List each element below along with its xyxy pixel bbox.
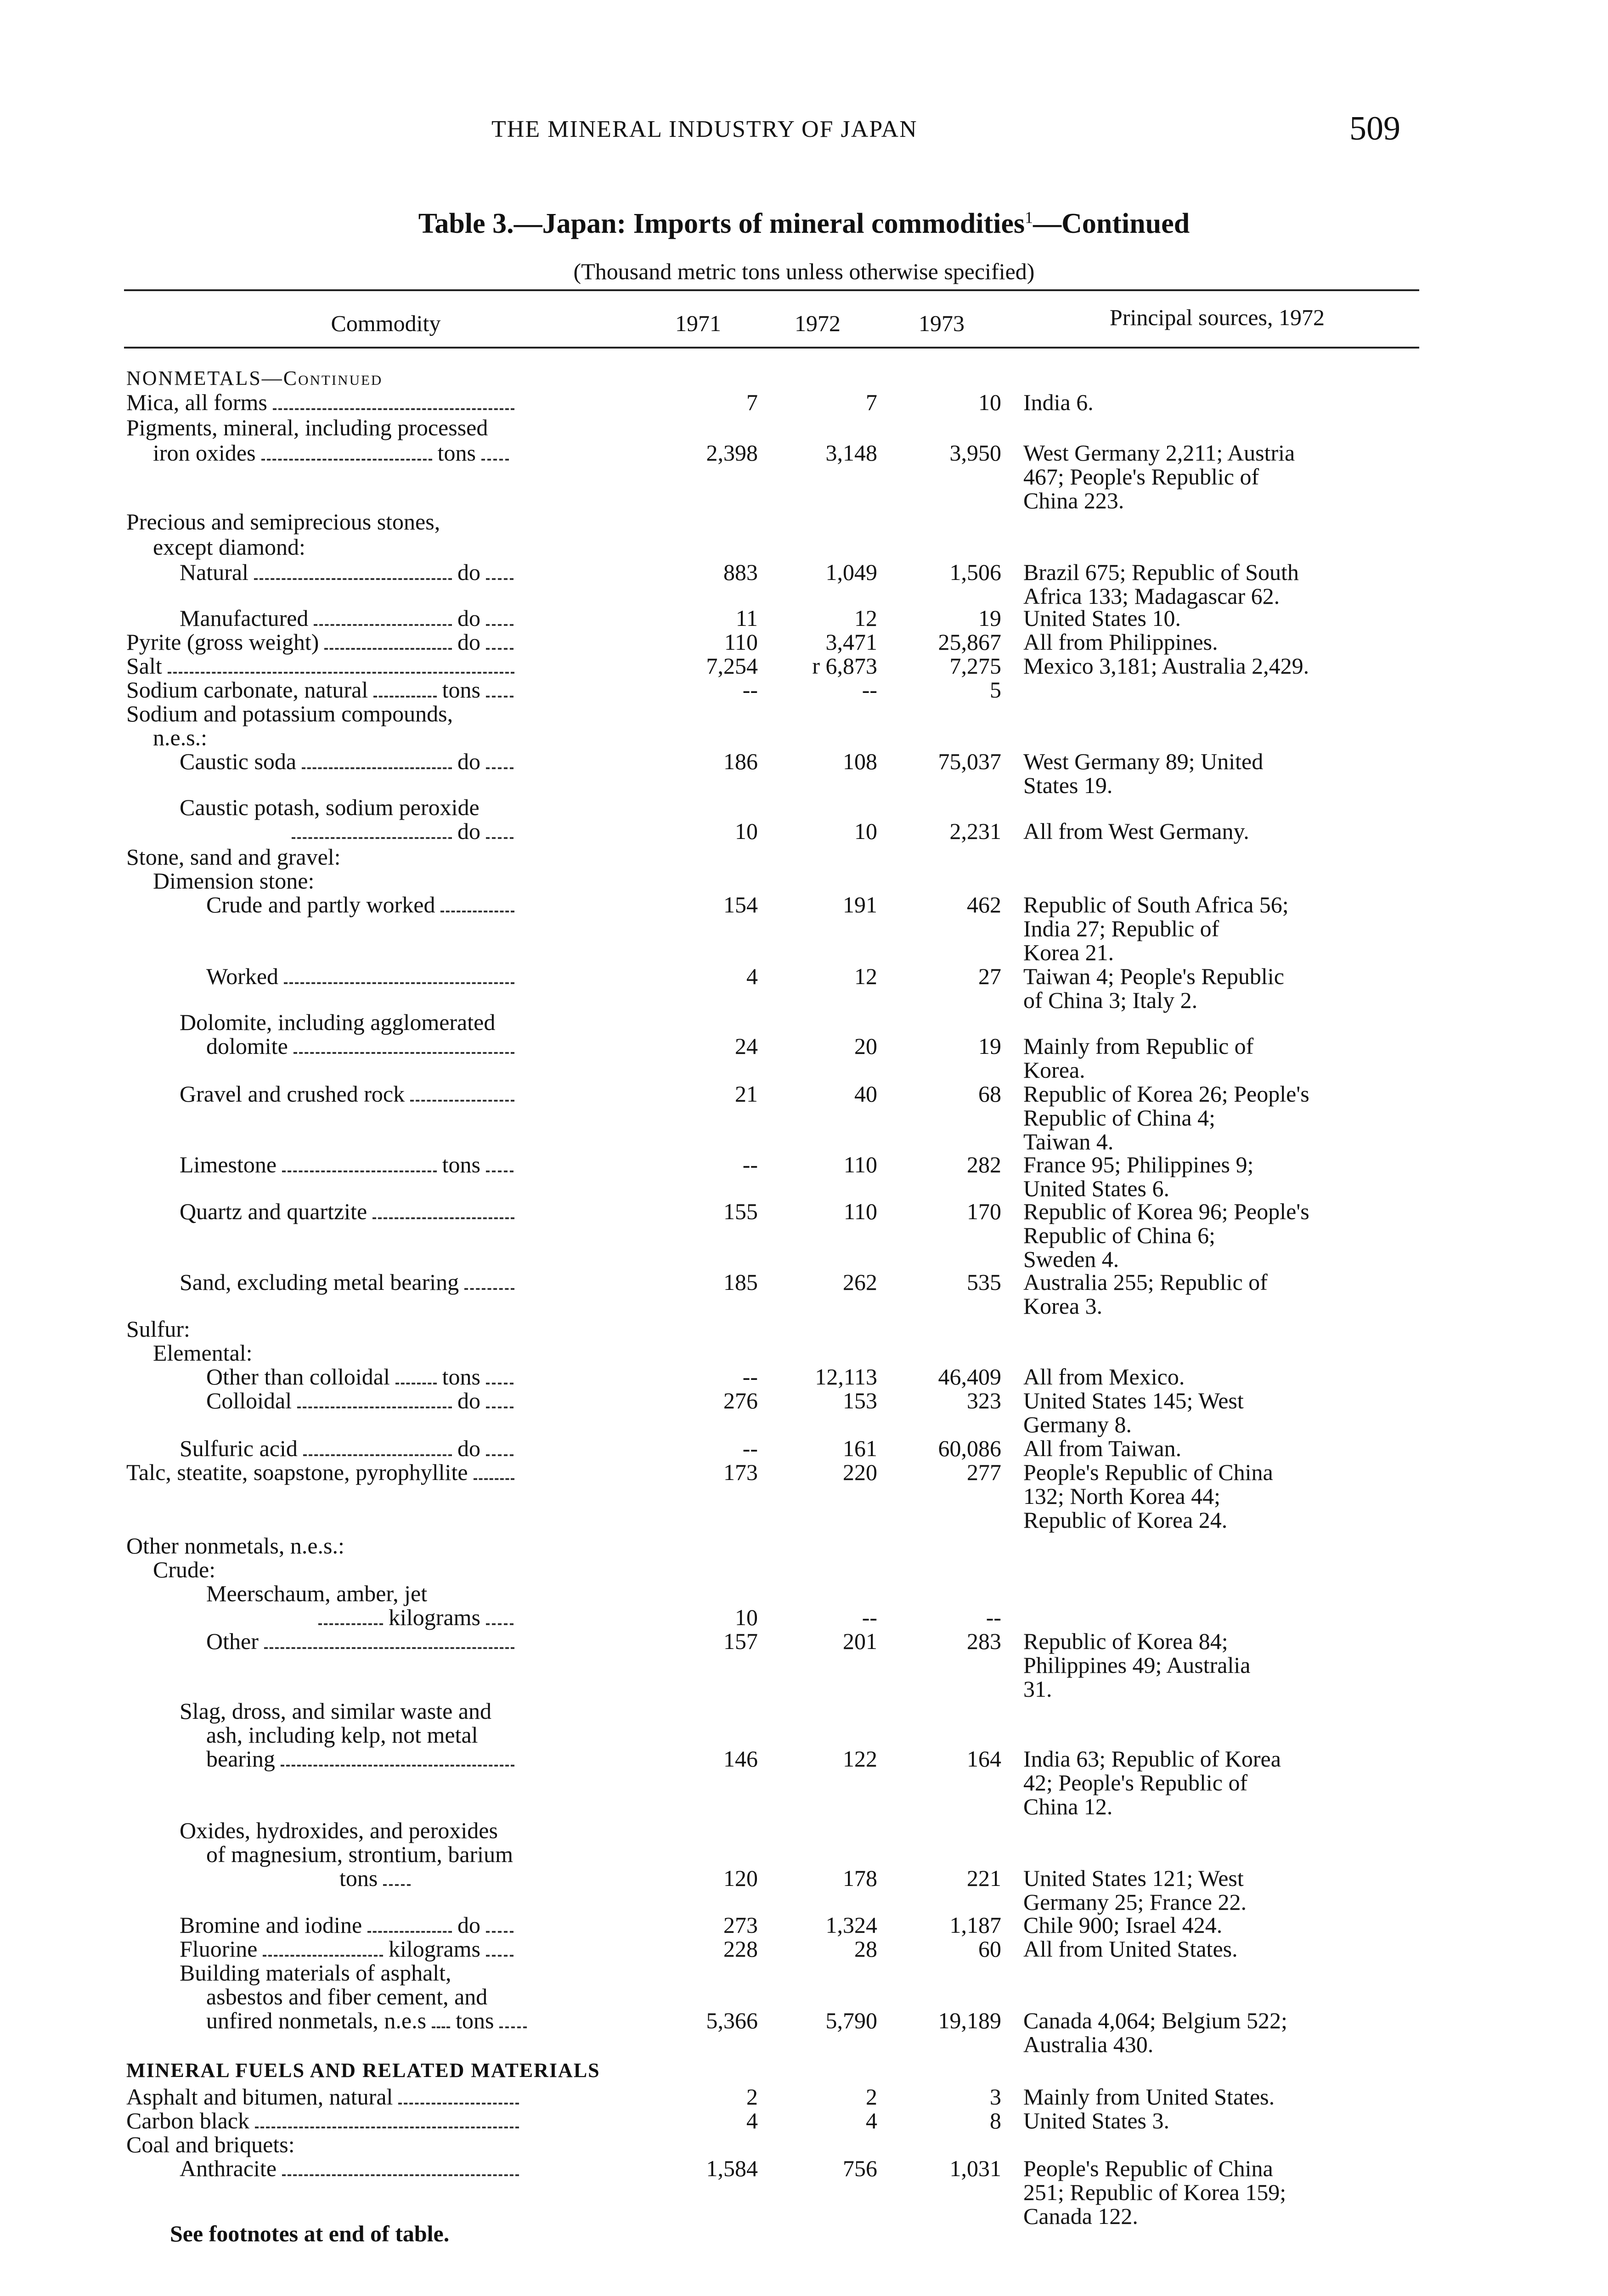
value-1972: 110 [843, 1152, 877, 1177]
commodity-cell [126, 416, 488, 439]
value-1972: 161 [843, 1435, 877, 1461]
commodity-label: ash, including kelp, not metal [206, 1722, 478, 1748]
dot-leader [432, 2013, 450, 2028]
dot-leader-tail [486, 1609, 513, 1625]
section-heading [126, 365, 383, 390]
commodity-cell [180, 1961, 451, 1985]
value-1971: 273 [723, 1912, 758, 1938]
commodity-label: Caustic soda [180, 748, 297, 774]
dot-leader [398, 2089, 519, 2105]
value-1973: 221 [967, 1865, 1001, 1891]
value-1972: 40 [854, 1081, 877, 1107]
value-1971: 883 [723, 559, 758, 585]
value-1973: 19 [978, 605, 1001, 631]
commodity-cell [206, 1581, 427, 1605]
value-1972: 191 [843, 892, 877, 917]
commodity-cell [180, 1010, 495, 1034]
value-1973: 25,867 [938, 629, 1001, 655]
principal-sources: Canada 4,064; Belgium 522; Australia 430. [1023, 2008, 1287, 2057]
value-1971: -- [742, 1152, 758, 1177]
dot-leader [297, 1393, 452, 1408]
value-1971: 11 [735, 605, 758, 631]
value-1971: 276 [723, 1388, 758, 1413]
value-1971: 120 [723, 1865, 758, 1891]
commodity-cell [153, 726, 207, 749]
commodity-cell [126, 510, 440, 534]
commodity-label: MINERAL FUELS AND RELATED MATERIALS [126, 2059, 600, 2082]
principal-sources: West Germany 89; United States 19. [1023, 748, 1264, 798]
unit-label: do [457, 1912, 480, 1938]
column-header-1973: 1973 [919, 310, 965, 336]
column-header-sources: Principal sources, 1972 [1110, 304, 1325, 330]
commodity-cell [126, 390, 520, 414]
commodity-cell [180, 1699, 491, 1723]
principal-sources: United States 10. [1023, 605, 1181, 631]
unit-label: tons [456, 2008, 494, 2033]
commodity-label: Carbon black [126, 2108, 249, 2133]
commodity-label: Sand, excluding metal bearing [180, 1269, 459, 1295]
commodity-label: Colloidal [206, 1388, 292, 1413]
value-1971: 146 [723, 1746, 758, 1772]
value-1973: 282 [967, 1152, 1001, 1177]
value-1971: 2,398 [706, 440, 758, 466]
table-title-footnote-mark: 1 [1025, 208, 1033, 227]
commodity-cell [153, 1558, 215, 1581]
commodity-label: Talc, steatite, soapstone, pyrophyllite [126, 1459, 468, 1485]
commodity-label: Asphalt and bitumen, natural [126, 2084, 393, 2110]
dot-leader [264, 1633, 514, 1649]
value-1973: 75,037 [938, 748, 1001, 774]
value-1973: -- [986, 1604, 1001, 1630]
value-1972: 12 [854, 963, 877, 989]
commodity-label: Other than colloidal [206, 1364, 390, 1390]
value-1971: 7,254 [706, 653, 758, 679]
dot-leader [273, 394, 514, 410]
value-1972: 20 [854, 1033, 877, 1059]
dot-leader-tail [486, 564, 513, 580]
dot-leader [254, 564, 452, 580]
value-1971: 173 [723, 1459, 758, 1485]
commodity-label: iron oxides [153, 440, 256, 466]
column-header-commodity: Commodity [331, 310, 441, 336]
value-1971: 110 [724, 629, 758, 655]
value-1971: 157 [723, 1628, 758, 1654]
principal-sources: All from West Germany. [1023, 818, 1249, 844]
value-1972: 5,790 [825, 2008, 877, 2033]
unit-label: kilograms [389, 1604, 480, 1630]
table-title-suffix: —Continued [1033, 208, 1190, 239]
commodity-cell [180, 1818, 498, 1842]
commodity-cell [180, 2156, 525, 2180]
dot-leader-tail [486, 1393, 513, 1408]
commodity-label: Manufactured [180, 605, 309, 631]
dot-leader [303, 1441, 452, 1456]
value-1972: r 6,873 [812, 653, 877, 679]
value-1973: 46,409 [938, 1364, 1001, 1390]
table-subtitle: (Thousand metric tons unless otherwise specified) [573, 259, 1035, 284]
value-1973: 164 [967, 1746, 1001, 1772]
dot-leader-tail [486, 754, 513, 769]
commodity-cell [126, 1534, 344, 1558]
value-1971: 10 [735, 818, 758, 844]
dot-leader [261, 445, 432, 461]
principal-sources: Mainly from Republic of Korea. [1023, 1033, 1254, 1083]
commodity-cell [206, 1389, 519, 1412]
commodity-label: Caustic potash, sodium peroxide [180, 794, 480, 820]
unit-label: do [457, 629, 480, 655]
value-1971: 4 [746, 2108, 758, 2133]
commodity-label: Meerschaum, amber, jet [206, 1581, 428, 1606]
value-1972: 1,324 [825, 1912, 877, 1938]
commodity-label: Elemental: [153, 1340, 253, 1366]
value-1972: 110 [843, 1199, 877, 1224]
commodity-cell [180, 749, 519, 773]
value-1972: 262 [843, 1269, 877, 1295]
commodity-label: Sodium carbonate, natural [126, 677, 368, 703]
value-1973: 19,189 [938, 2008, 1001, 2033]
principal-sources: Mexico 3,181; Australia 2,429. [1023, 653, 1309, 679]
value-1973: 7,275 [949, 653, 1001, 679]
commodity-cell [180, 1153, 519, 1176]
dot-leader [255, 2113, 519, 2128]
unit-label: tons [442, 677, 480, 703]
commodity-cell [126, 845, 341, 869]
unit-label: tons [442, 1152, 480, 1177]
principal-sources: Republic of Korea 84; Philippines 49; Australia 31. [1023, 1628, 1251, 1702]
value-1973: 19 [978, 1033, 1001, 1059]
value-1972: -- [862, 677, 877, 703]
value-1972: 108 [843, 748, 877, 774]
commodity-cell [206, 1842, 513, 1866]
value-1972: 7 [866, 389, 877, 415]
commodity-cell [180, 795, 480, 819]
principal-sources: People's Republic of China 132; North Korea 44; Republic of Korea 24. [1023, 1459, 1273, 1533]
value-1972: -- [862, 1604, 877, 1630]
commodity-label: NONMETALS—Continued [126, 367, 383, 389]
principal-sources: Chile 900; Israel 424. [1023, 1912, 1223, 1938]
commodity-cell [126, 1317, 190, 1341]
commodity-label: Oxides, hydroxides, and peroxides [180, 1818, 498, 1843]
commodity-label: Pyrite (gross weight) [126, 629, 319, 655]
commodity-label: Pigments, mineral, including processed [126, 415, 488, 440]
commodity-cell [206, 1629, 520, 1653]
commodity-cell [339, 1866, 416, 1890]
dot-leader [292, 823, 452, 839]
value-1971: -- [742, 677, 758, 703]
dot-leader-tail [486, 1441, 513, 1456]
commodity-label: Precious and semiprecious stones, [126, 509, 440, 535]
value-1972: 3,471 [825, 629, 877, 655]
unit-label: do [457, 559, 480, 585]
commodity-label: Natural [180, 559, 248, 585]
commodity-cell [180, 1082, 520, 1106]
commodity-label: Sodium and potassium compounds, [126, 701, 453, 726]
commodity-cell [126, 2085, 525, 2109]
commodity-label: Crude: [153, 1557, 216, 1582]
commodity-cell [180, 1913, 519, 1937]
value-1971: 5,366 [706, 2008, 758, 2033]
principal-sources: All from Philippines. [1023, 629, 1218, 655]
commodity-label: Sulfuric acid [180, 1435, 298, 1461]
commodity-label: Dimension stone: [153, 868, 315, 894]
dot-leader-tail [486, 610, 513, 626]
dot-leader [367, 1917, 452, 1933]
commodity-label: dolomite [206, 1033, 288, 1059]
unit-label: do [457, 818, 480, 844]
value-1973: 1,031 [949, 2155, 1001, 2181]
value-1973: 60,086 [938, 1435, 1001, 1461]
commodity-label: Salt [126, 653, 162, 679]
principal-sources: United States 3. [1023, 2108, 1170, 2133]
dot-leader [302, 754, 452, 769]
commodity-cell [206, 1747, 520, 1771]
principal-sources: All from Taiwan. [1023, 1435, 1182, 1461]
commodity-cell [206, 2009, 532, 2032]
principal-sources: Mainly from United States. [1023, 2084, 1275, 2110]
commodity-cell [180, 606, 519, 630]
value-1973: 323 [967, 1388, 1001, 1413]
commodity-cell [180, 1270, 520, 1294]
unit-label: do [457, 1435, 480, 1461]
value-1972: 10 [854, 818, 877, 844]
unit-label: do [457, 1388, 480, 1413]
principal-sources: Republic of Korea 96; People's Republic of China 6; Sweden 4. [1023, 1199, 1309, 1272]
value-1971: -- [742, 1435, 758, 1461]
value-1971: 228 [723, 1936, 758, 1962]
commodity-label: Crude and partly worked [206, 892, 435, 917]
commodity-label: Anthracite [180, 2155, 277, 2181]
commodity-cell [153, 535, 305, 559]
principal-sources: France 95; Philippines 9; United States 6. [1023, 1152, 1254, 1201]
principal-sources: Republic of Korea 26; People's Republic of China 4; Taiwan 4. [1023, 1081, 1309, 1154]
commodity-cell [126, 2133, 295, 2156]
value-1971: 155 [723, 1199, 758, 1224]
dot-leader [281, 1751, 514, 1767]
value-1973: 68 [978, 1081, 1001, 1107]
value-1972: 178 [843, 1865, 877, 1891]
value-1973: 277 [967, 1459, 1001, 1485]
value-1971: 24 [735, 1033, 758, 1059]
value-1973: 3 [990, 2084, 1001, 2110]
commodity-cell [126, 2109, 525, 2133]
dot-leader [464, 1274, 514, 1290]
principal-sources: United States 145; West Germany 8. [1023, 1388, 1244, 1437]
commodity-cell [180, 1937, 519, 1961]
commodity-label: Sulfur: [126, 1316, 190, 1342]
unit-label: do [457, 605, 480, 631]
commodity-label: Worked [206, 963, 279, 989]
principal-sources: All from Mexico. [1023, 1364, 1185, 1390]
principal-sources: Republic of South Africa 56; India 27; Republic of Korea 21. [1023, 892, 1289, 965]
dot-leader-tail [486, 1917, 513, 1933]
commodity-label: Stone, sand and gravel: [126, 844, 341, 870]
principal-sources: Brazil 675; Republic of South Africa 133; Madagascar 62. [1023, 559, 1299, 609]
value-1973: 60 [978, 1936, 1001, 1962]
commodity-label: bearing [206, 1746, 275, 1772]
commodity-label: Bromine and iodine [180, 1912, 362, 1938]
commodity-label: except diamond: [153, 534, 305, 560]
unit-label: do [457, 748, 480, 774]
principal-sources: Australia 255; Republic of Korea 3. [1023, 1269, 1268, 1319]
commodity-label: Limestone [180, 1152, 277, 1177]
commodity-cell [126, 678, 519, 702]
commodity-label: Other [206, 1628, 259, 1654]
commodity-cell [180, 1199, 520, 1223]
value-1971: 7 [746, 389, 758, 415]
running-title: THE MINERAL INDUSTRY OF JAPAN [491, 116, 918, 142]
commodity-label: Fluorine [180, 1936, 258, 1962]
value-1972: 220 [843, 1459, 877, 1485]
dot-leader [440, 897, 514, 912]
commodity-cell [153, 1341, 253, 1365]
dot-leader-tail [486, 1157, 513, 1172]
value-1972: 201 [843, 1628, 877, 1654]
dot-leader [314, 610, 452, 626]
column-header-1972: 1972 [795, 310, 841, 336]
dot-leader [395, 1369, 437, 1384]
dot-leader [293, 1038, 514, 1054]
dot-leader [324, 634, 452, 650]
commodity-cell [206, 964, 520, 988]
dot-leader [282, 1157, 437, 1172]
value-1973: 462 [967, 892, 1001, 917]
dot-leader-tail [486, 1369, 513, 1384]
value-1972: 2 [866, 2084, 877, 2110]
commodity-cell [206, 893, 520, 917]
unit-label: kilograms [389, 1936, 480, 1962]
dot-leader-tail [486, 682, 513, 698]
dot-leader [373, 682, 436, 698]
dot-leader [282, 2161, 519, 2176]
commodity-label: Mica, all forms [126, 389, 267, 415]
dot-leader-tail [383, 1870, 411, 1886]
value-1972: 1,049 [825, 559, 877, 585]
principal-sources: West Germany 2,211; Austria 467; People's Republic of China 223. [1023, 440, 1295, 513]
dot-leader-tail [499, 2013, 527, 2028]
value-1971: 2 [746, 2084, 758, 2110]
dot-leader-tail [486, 634, 513, 650]
commodity-cell [206, 1365, 519, 1389]
value-1971: 21 [735, 1081, 758, 1107]
value-1971: 4 [746, 963, 758, 989]
commodity-cell [126, 1460, 520, 1484]
principal-sources: Taiwan 4; People's Republic of China 3; Italy 2. [1023, 963, 1284, 1013]
dot-leader [263, 1941, 383, 1957]
value-1971: 1,584 [706, 2155, 758, 2181]
commodity-cell [126, 702, 453, 726]
column-header-1971: 1971 [675, 310, 721, 336]
value-1971: 154 [723, 892, 758, 917]
commodity-label: Quartz and quartzite [180, 1199, 367, 1224]
commodity-label: Dolomite, including agglomerated [180, 1009, 496, 1035]
value-1973: 27 [978, 963, 1001, 989]
value-1973: 5 [990, 677, 1001, 703]
value-1971: 186 [723, 748, 758, 774]
value-1972: 4 [866, 2108, 877, 2133]
value-1972: 3,148 [825, 440, 877, 466]
dot-leader-tail [486, 823, 513, 839]
value-1971: -- [742, 1364, 758, 1390]
value-1972: 12,113 [815, 1364, 877, 1390]
value-1972: 12 [854, 605, 877, 631]
commodity-cell [206, 1034, 520, 1058]
commodity-label: of magnesium, strontium, barium [206, 1841, 513, 1867]
value-1973: 8 [990, 2108, 1001, 2133]
value-1973: 1,187 [949, 1912, 1001, 1938]
dot-leader-tail [486, 1941, 513, 1957]
commodity-cell [206, 1723, 478, 1747]
principal-sources: People's Republic of China 251; Republic of Korea 159; Canada 122. [1023, 2155, 1286, 2229]
value-1973: 535 [967, 1269, 1001, 1295]
commodity-label: Other nonmetals, n.e.s.: [126, 1533, 344, 1559]
dot-leader [168, 658, 514, 674]
dot-leader-tail [481, 445, 509, 461]
commodity-label: asbestos and fiber cement, and [206, 1984, 488, 2009]
value-1971: 185 [723, 1269, 758, 1295]
value-1972: 756 [843, 2155, 877, 2181]
principal-sources: United States 121; West Germany 25; France 22. [1023, 1865, 1247, 1915]
footnote: See footnotes at end of table. [170, 2221, 450, 2246]
commodity-label: n.e.s.: [153, 725, 208, 750]
value-1973: 170 [967, 1199, 1001, 1224]
value-1973: 283 [967, 1628, 1001, 1654]
commodity-label: unfired nonmetals, n.e.s [206, 2008, 427, 2033]
dot-leader [474, 1464, 514, 1480]
commodity-cell [180, 560, 519, 584]
commodity-cell [206, 1985, 487, 2009]
value-1973: 1,506 [949, 559, 1001, 585]
principal-sources: All from United States. [1023, 1936, 1238, 1962]
value-1972: 28 [854, 1936, 877, 1962]
commodity-label: Slag, dross, and similar waste and [180, 1698, 492, 1724]
commodity-label: Coal and briquets: [126, 2132, 295, 2157]
commodity-label: Gravel and crushed rock [180, 1081, 405, 1107]
commodity-cell [286, 819, 519, 843]
value-1973: 2,231 [949, 818, 1001, 844]
unit-label: tons [437, 440, 476, 466]
table-title-text: Table 3.—Japan: Imports of mineral commodities [418, 208, 1025, 239]
value-1973: 10 [978, 389, 1001, 415]
commodity-cell [126, 630, 519, 654]
commodity-label: Building materials of asphalt, [180, 1960, 451, 1986]
dot-leader [372, 1204, 514, 1219]
page-number: 509 [1349, 110, 1400, 147]
dot-leader [284, 968, 514, 984]
commodity-cell [126, 654, 520, 678]
value-1973: 3,950 [949, 440, 1001, 466]
value-1972: 122 [843, 1746, 877, 1772]
commodity-cell [180, 1436, 519, 1460]
commodity-cell [313, 1605, 519, 1629]
section-heading [126, 2057, 600, 2082]
unit-label: tons [442, 1364, 480, 1390]
commodity-cell [153, 869, 314, 893]
unit-label: tons [339, 1865, 378, 1891]
value-1971: 10 [735, 1604, 758, 1630]
value-1972: 153 [843, 1388, 877, 1413]
dot-leader [410, 1086, 514, 1102]
commodity-cell [153, 441, 514, 465]
dot-leader [318, 1609, 383, 1625]
principal-sources: India 63; Republic of Korea 42; People's Republic of China 12. [1023, 1746, 1281, 1819]
principal-sources: India 6. [1023, 389, 1094, 415]
